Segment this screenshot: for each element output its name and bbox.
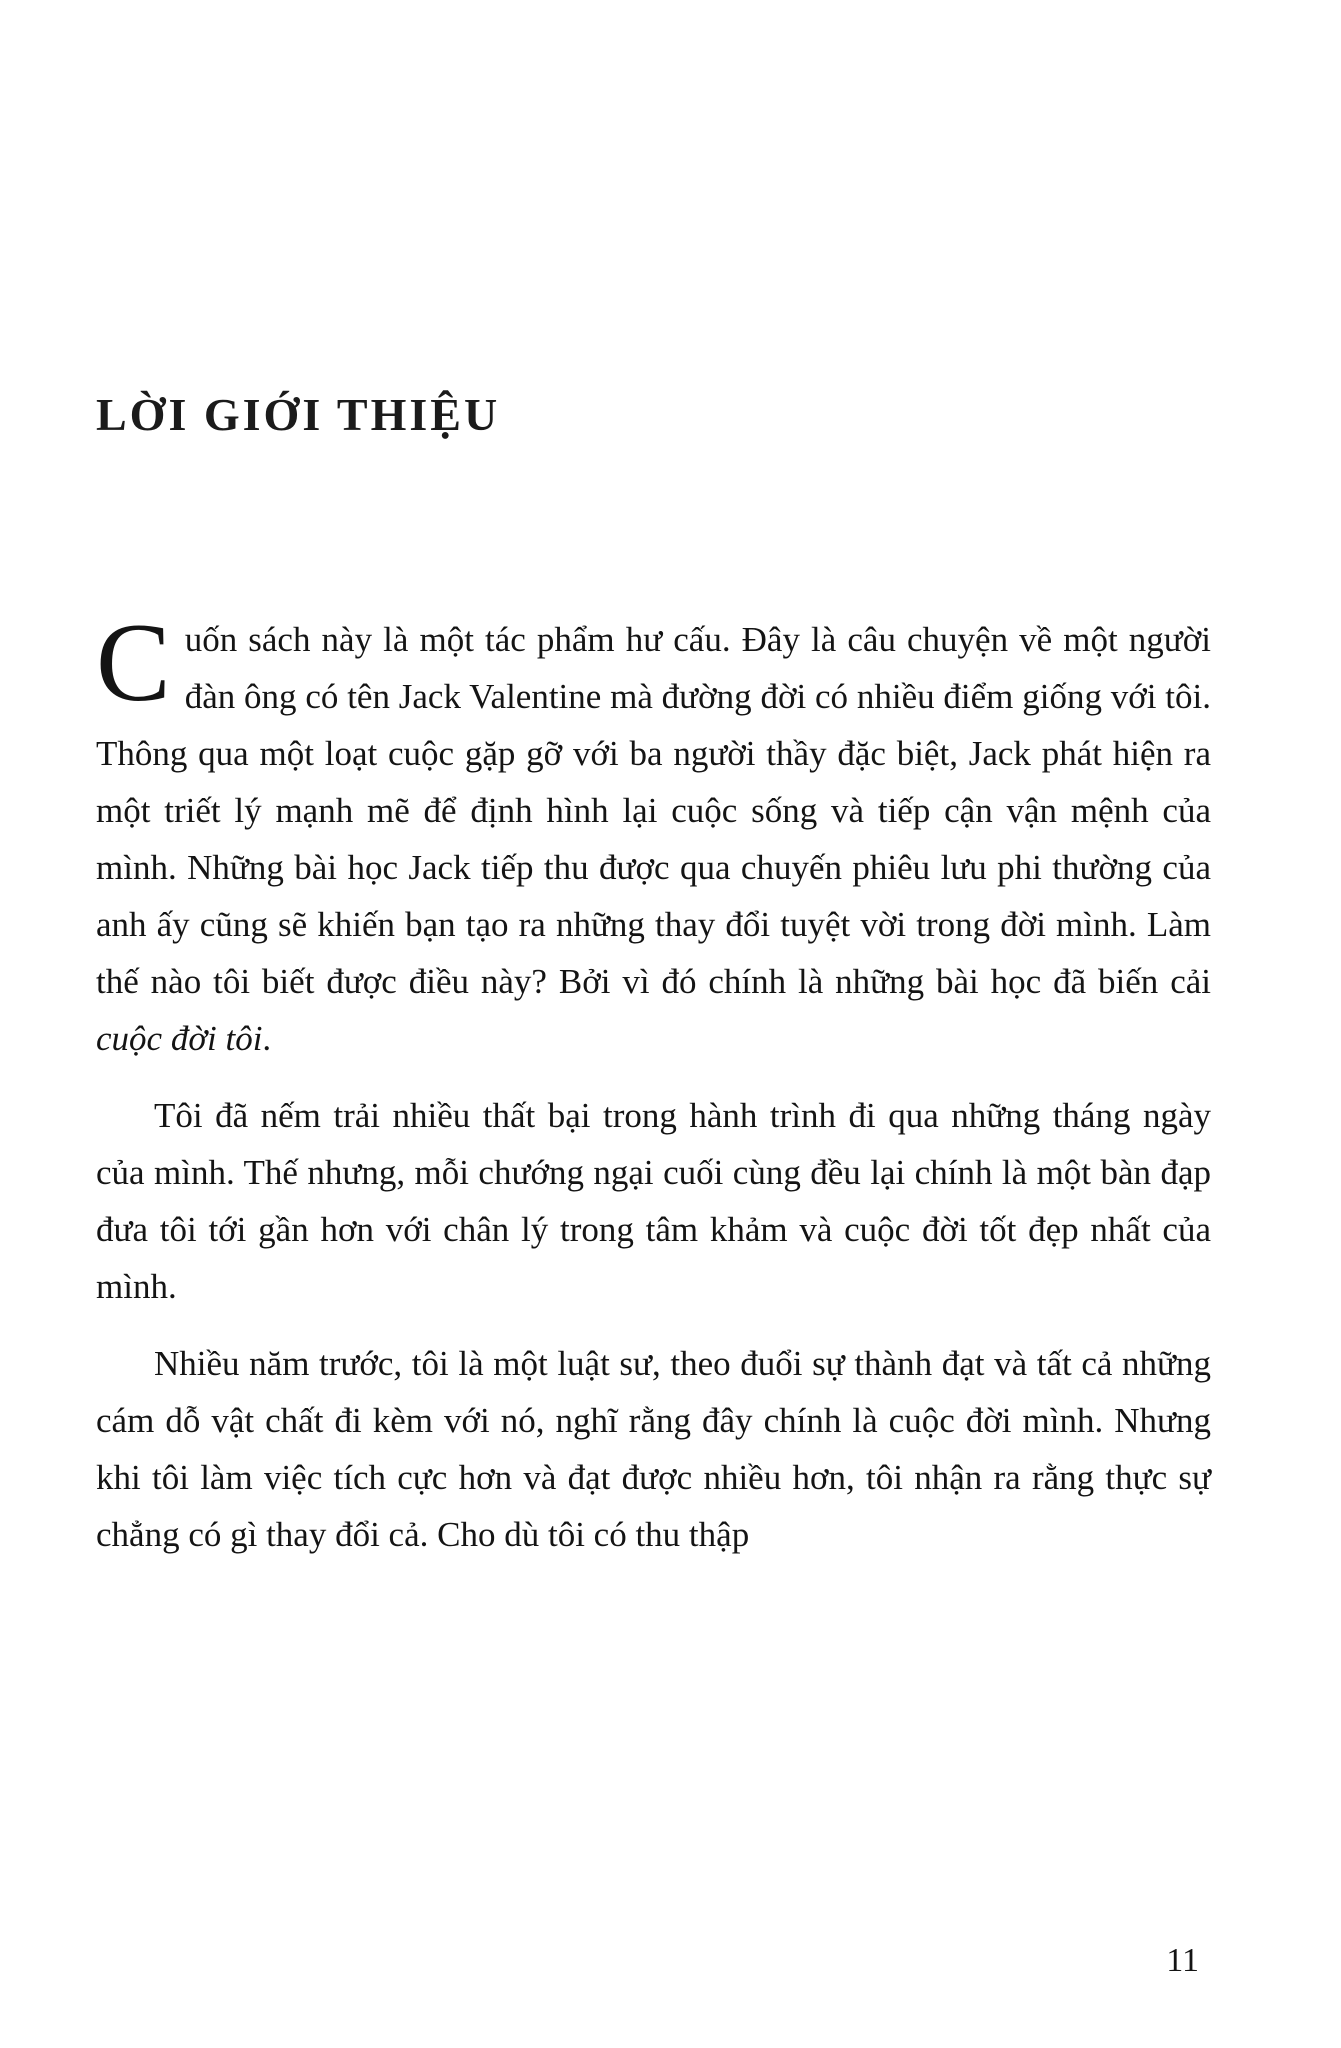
paragraph-3: Nhiều năm trước, tôi là một luật sư, theo đuổi sự thành đạt và tất cả những cám dỗ vật chất đi kèm với nó, nghĩ rằng đây chính là cuộc đời mình. Nhưng khi tôi làm việc tích cực hơn và đạt được nhiều hơn, tôi nhận ra rằng thực sự chẳng có gì thay đổi cả. Cho dù tôi có thu thập <box>96 1344 1211 1554</box>
drop-cap: C <box>96 601 171 725</box>
paragraph-1-text: uốn sách này là một tác phẩm hư cấu. Đây là câu chuyện về một người đàn ông có tên Jack Valentine mà đường đời có nhiều điểm giống với tôi. Thông qua một loạt cuộc gặp gỡ với ba người thầy đặc biệt, Jack phát hiện ra một triết lý mạnh mẽ để định hình lại cuộc sống và tiếp cận vận mệnh của mình. Những bài học Jack tiếp thu được qua chuyến phiêu lưu phi thường của anh ấy cũng sẽ khiến bạn tạo ra những thay đổi tuyệt vời trong đời mình. Làm thế nào tôi biết được điều này? Bởi vì đó chính là những bài học đã biến cải <box>96 620 1211 1001</box>
paragraph-1 <box>96 601 1211 1067</box>
paragraph-1-period: . <box>262 1019 272 1058</box>
chapter-title: LỜI GIỚI THIỆU <box>96 389 501 440</box>
paragraph-2: Tôi đã nếm trải nhiều thất bại trong hành trình đi qua những tháng ngày của mình. Thế nhưng, mỗi chướng ngại cuối cùng đều lại chính là một bàn đạp đưa tôi tới gần hơn với chân lý trong tâm khảm và cuộc đời tốt đẹp nhất của mình. <box>96 1096 1211 1306</box>
page-number: 11 <box>1166 1942 1199 1979</box>
paragraph-1-italic-phrase: cuộc đời tôi <box>96 1019 263 1058</box>
page-content <box>96 388 1211 1583</box>
body-text <box>96 601 1211 1563</box>
